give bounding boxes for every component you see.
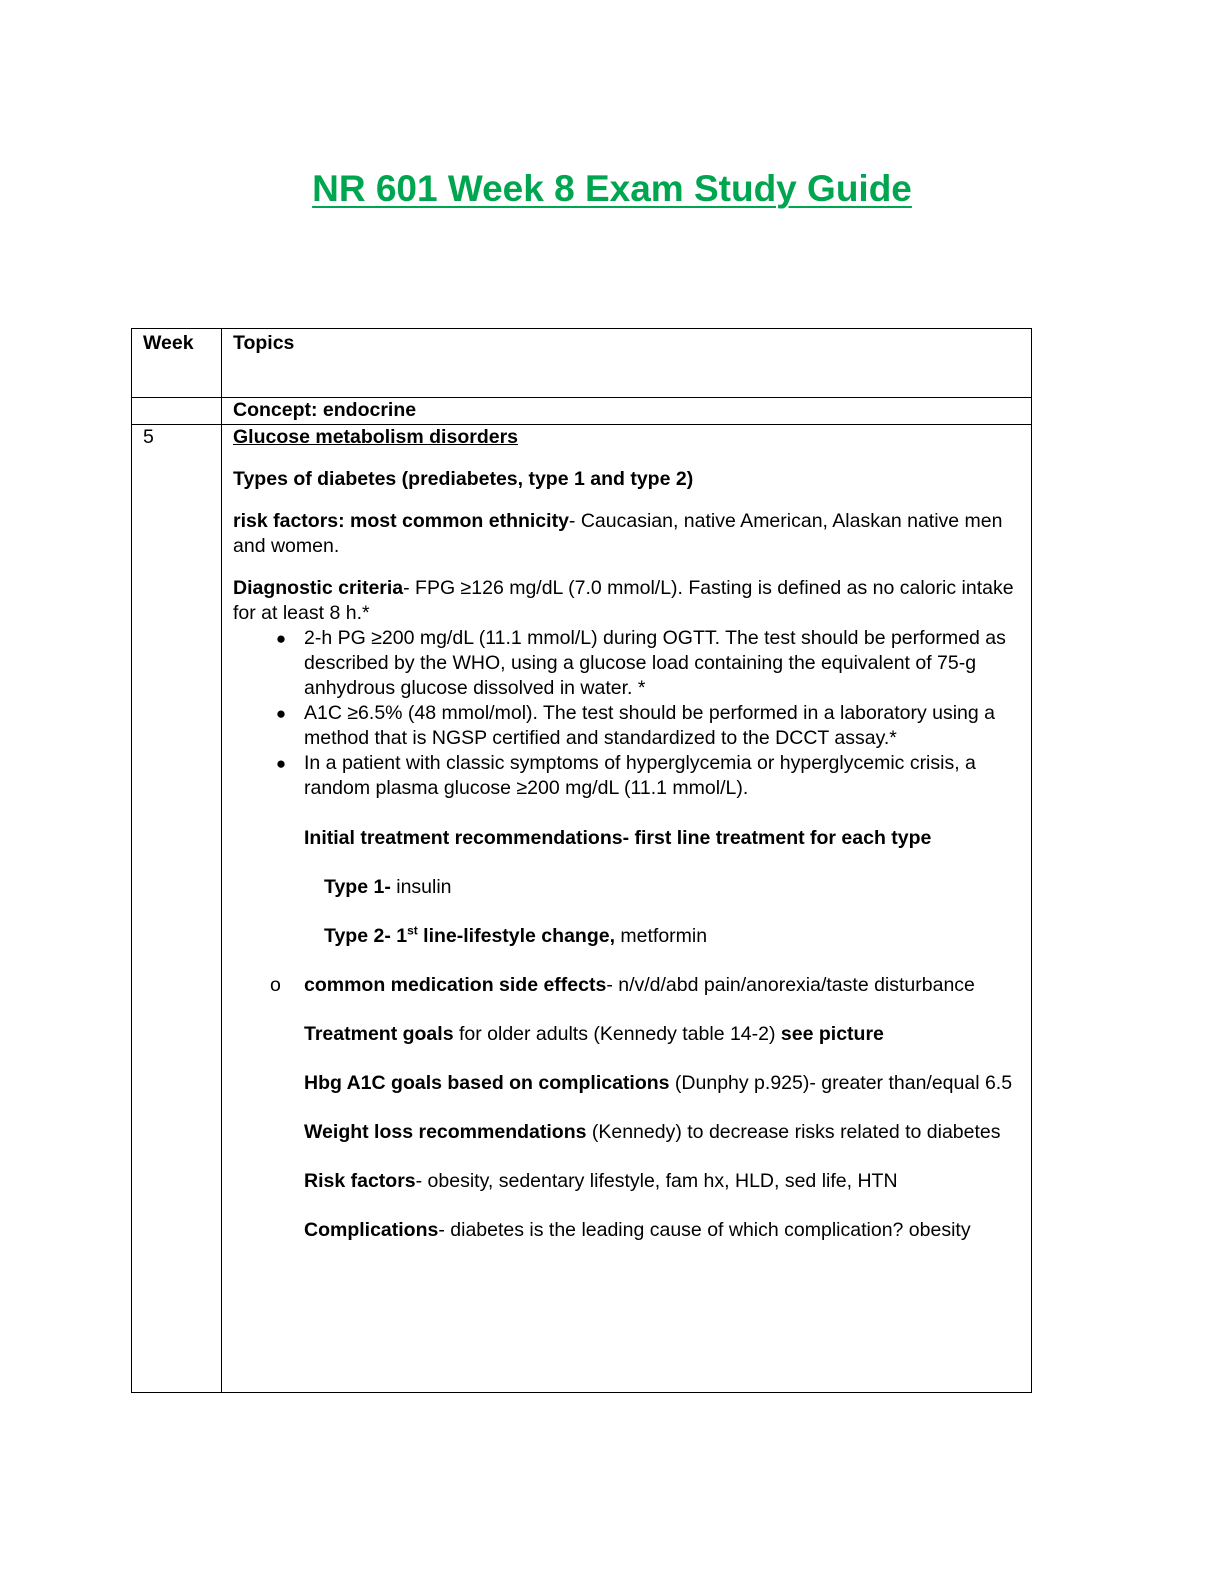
topics-cell (222, 425, 1032, 1393)
complications-label: Complications (304, 1219, 439, 1241)
risk-factors-label: Risk factors (304, 1170, 416, 1192)
type2-label: Type 2- 1 (324, 925, 408, 947)
list-item-text: A1C ≥6.5% (48 mmol/mol). The test should be performed in a laboratory using a method that is NGSP certified and standardized to the DCCT assay.* (304, 702, 996, 749)
diagnostic-label: Diagnostic criteria (233, 577, 404, 599)
bullet-icon: ● (275, 704, 287, 723)
concept-cell (222, 398, 1032, 425)
types-heading: Types of diabetes (prediabetes, type 1 and type 2) (233, 468, 694, 490)
table-row (132, 425, 1032, 1393)
risk-paragraph (233, 509, 1021, 559)
header-topics: Topics (233, 332, 295, 354)
bullet-icon: ● (275, 754, 287, 773)
type2-label-rest: line-lifestyle change, (417, 925, 615, 947)
header-week-cell (132, 329, 222, 398)
type1-label: Type 1- (324, 876, 391, 898)
diagnostic-paragraph (233, 576, 1021, 626)
treatment-goals (233, 1022, 1021, 1047)
risk-label: risk factors: most common ethnicity (233, 510, 569, 532)
weight-loss-label: Weight loss recommendations (304, 1121, 587, 1143)
side-effects-label: common medication side effects (304, 974, 607, 996)
type2-treatment (233, 924, 1021, 949)
type1-text: insulin (390, 876, 452, 898)
type2-superscript: st (407, 923, 418, 938)
bullet-icon: ● (275, 629, 287, 648)
complications-text: - diabetes is the leading cause of which complication? obesity (438, 1219, 971, 1241)
header-week: Week (143, 332, 194, 354)
concept-text: Concept: endocrine (233, 399, 417, 421)
table-header-row (132, 329, 1032, 398)
concept-week-cell (132, 398, 222, 425)
risk-factors-text: - obesity, sedentary lifestyle, fam hx, HLD, sed life, HTN (415, 1170, 898, 1192)
a1c-goals-label: Hbg A1C goals based on complications (304, 1072, 670, 1094)
side-effects-text: - n/v/d/abd pain/anorexia/taste disturbance (606, 974, 975, 996)
type2-text: metformin (615, 925, 708, 947)
complications (233, 1218, 1021, 1243)
list-item-text: 2-h PG ≥200 mg/dL (11.1 mmol/L) during OGTT. The test should be performed as described by the WHO, using a glucose load containing the equivalent of 75-g anhydrous glucose dissolved in water. * (304, 627, 1006, 699)
header-topics-cell (222, 329, 1032, 398)
list-item (233, 751, 1021, 801)
week-cell (132, 425, 222, 1393)
initial-treatment-heading: Initial treatment recommendations- first line treatment for each type (304, 827, 932, 849)
weight-loss (233, 1120, 1021, 1145)
list-item (233, 701, 1021, 751)
diagnostic-text: - FPG ≥126 mg/dL (7.0 mmol/L). Fasting is defined as no caloric intake for at least 8 h.* (233, 577, 1014, 624)
type1-treatment (233, 875, 1021, 900)
concept-row (132, 398, 1032, 425)
risk-text: - Caucasian, native American, Alaskan native men and women. (233, 510, 1003, 557)
a1c-goals (233, 1071, 1021, 1096)
risk-factors (233, 1169, 1021, 1194)
list-item-text: In a patient with classic symptoms of hyperglycemia or hyperglycemic crisis, a random plasma glucose ≥200 mg/dL (11.1 mmol/L). (304, 752, 976, 799)
circle-bullet-icon: o (270, 974, 281, 996)
page-title: NR 601 Week 8 Exam Study Guide (312, 168, 912, 209)
week-number: 5 (143, 426, 154, 448)
study-guide-table (131, 328, 1032, 1393)
diagnostic-list (233, 626, 1021, 801)
side-effects-item (233, 973, 1021, 998)
treatment-goals-tail: see picture (780, 1023, 884, 1045)
list-item (233, 626, 1021, 701)
weight-loss-text: (Kennedy) to decrease risks related to diabetes (586, 1121, 1001, 1143)
treatment-goals-label: Treatment goals (304, 1023, 454, 1045)
section-title: Glucose metabolism disorders (233, 426, 519, 448)
a1c-goals-text: (Dunphy p.925)- greater than/equal 6.5 (669, 1072, 1013, 1094)
treatment-goals-text: for older adults (Kennedy table 14-2) (453, 1023, 781, 1045)
